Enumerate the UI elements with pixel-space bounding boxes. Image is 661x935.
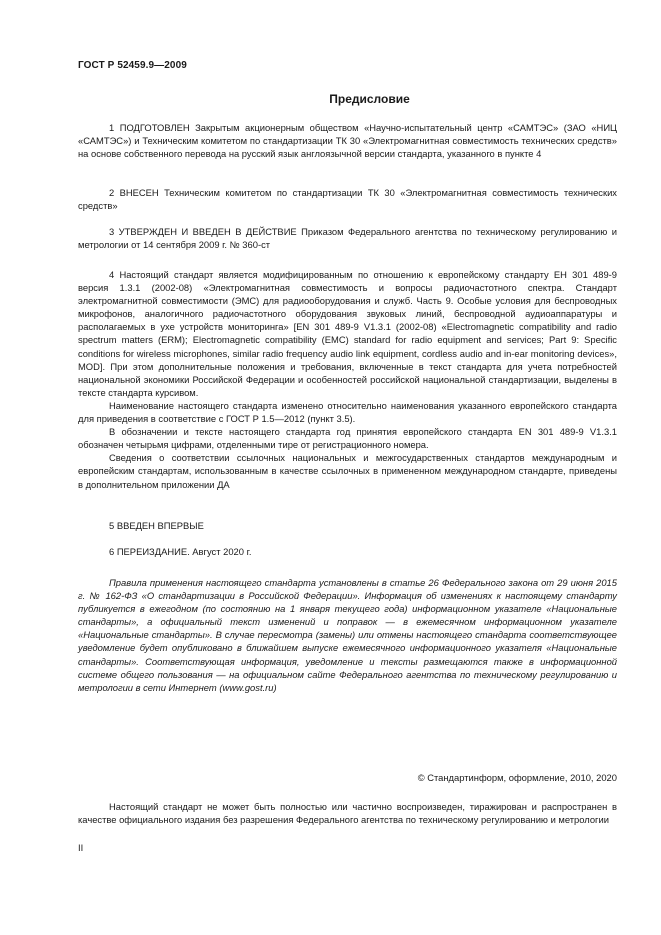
item-2-text: 2 ВНЕСЕН Техническим комитетом по стандартизации ТК 30 «Электромагнитная совместимость технических средств» (78, 187, 617, 212)
copyright: © Стандартинформ, оформление, 2010, 2020 (417, 772, 617, 783)
application-notice-text: Правила применения настоящего стандарта установлены в статье 26 Федерального закона от 29 июня 2015 г. № 162-ФЗ «О стандартизации в Российской Федерации». Информация об изменениях к настоящему стандарту публикуется в ежегодном (по состоянию на 1 января текущего года) информационном указателе «Национальные стандарты», а официальный текст изменений и поправок — в ежемесячном информационном указателе «Национальные стандарты». В случае пересмотра (замены) или отмены настоящего стандарта соответствующее уведомление будет опубликовано в ближайшем выпуске ежемесячного информационного указателя «Национальные стандарты». Соответствующая информация, уведомление и тексты размещаются также в информационной системе общего пользования — на официальном сайте Федерального агентства по техническому регулированию и метрологии в сети Интернет (www.gost.ru) (78, 577, 617, 693)
item-4 (78, 268, 617, 491)
item-1 (78, 121, 617, 160)
item-4-designation-note: В обозначении и тексте настоящего стандарта год принятия европейского стандарта EN 301 489-9 V1.3.1 обозначен четырьмя цифрами, отделенными тире от регистрационного номера. (78, 426, 617, 451)
item-4-name-note: Наименование настоящего стандарта изменено относительно наименования указанного европейского стандарта для приведения в соответствие с ГОСТ Р 1.5—2012 (пункт 3.5). (78, 399, 617, 425)
item-4-references-note: Сведения о соответствии ссылочных национальных и межгосударственных стандартов международным и европейским стандартам, использованным в качестве ссылочных в примененном международном стандарте, приведены в дополнительном приложении ДА (78, 452, 617, 490)
item-6 (78, 545, 617, 558)
item-5 (78, 519, 617, 532)
item-5-text: 5 ВВЕДЕН ВПЕРВЫЕ (109, 520, 204, 531)
page-number: II (78, 842, 84, 853)
item-6-text: 6 ПЕРЕИЗДАНИЕ. Август 2020 г. (109, 546, 252, 557)
reproduction-notice-text: Настоящий стандарт не может быть полностью или частично воспроизведен, тиражирован и распространен в качестве официального издания без разрешения Федерального агентства по техническому регулированию и метрологии (78, 801, 617, 826)
item-2 (78, 186, 617, 212)
item-3 (78, 225, 617, 251)
application-notice (78, 576, 617, 694)
reproduction-notice (78, 800, 617, 826)
item-4-text: 4 Настоящий стандарт является модифицированным по отношению к европейскому стандарту ЕН 301 489-9 версия 1.3.1 (2002-08) «Электромагнитная совместимость и вопросы радиочастотного спектра. Стандарт электромагнитной совместимости (ЭМС) для радиооборудования и служб. Часть 9. Особые условия для беспроводных микрофонов, аналогичного радиочастотного оборудования звуковых линий, беспроводной аудиоаппаратуры и располагаемых в ухе устройств мониторинга» [EN 301 489-9 V1.3.1 (2002-08) «Electromagnetic compatibility and radio spectrum matters (ERM); Electromagnetic compatibility (EMC) standard for radio equipment and services; Part 9: Specific conditions for wireless microphones, similar radio frequency audio link equipment, cordless audio and in-ear monitoring devices», MOD]. При этом дополнительные положения и требования, включенные в текст стандарта для учета потребностей национальной экономики Российской Федерации и особенностей российской национальной стандартизации, выделены в тексте стандарта курсивом. (78, 269, 617, 398)
page-title: Предисловие (329, 92, 410, 106)
item-3-text: 3 УТВЕРЖДЕН И ВВЕДЕН В ДЕЙСТВИЕ Приказом Федерального агентства по техническому регулированию и метрологии от 14 сентября 2009 г. № 360-ст (78, 226, 617, 251)
item-1-text: 1 ПОДГОТОВЛЕН Закрытым акционерным обществом «Научно-испытательный центр «САМТЭС» (ЗАО «НИЦ «САМТЭС») и Техническим комитетом по стандартизации ТК 30 «Электромагнитная совместимость технических средств» на основе собственного перевода на русский язык англоязычной версии стандарта, указанного в пункте 4 (78, 122, 617, 160)
document-code: ГОСТ Р 52459.9—2009 (78, 60, 187, 71)
